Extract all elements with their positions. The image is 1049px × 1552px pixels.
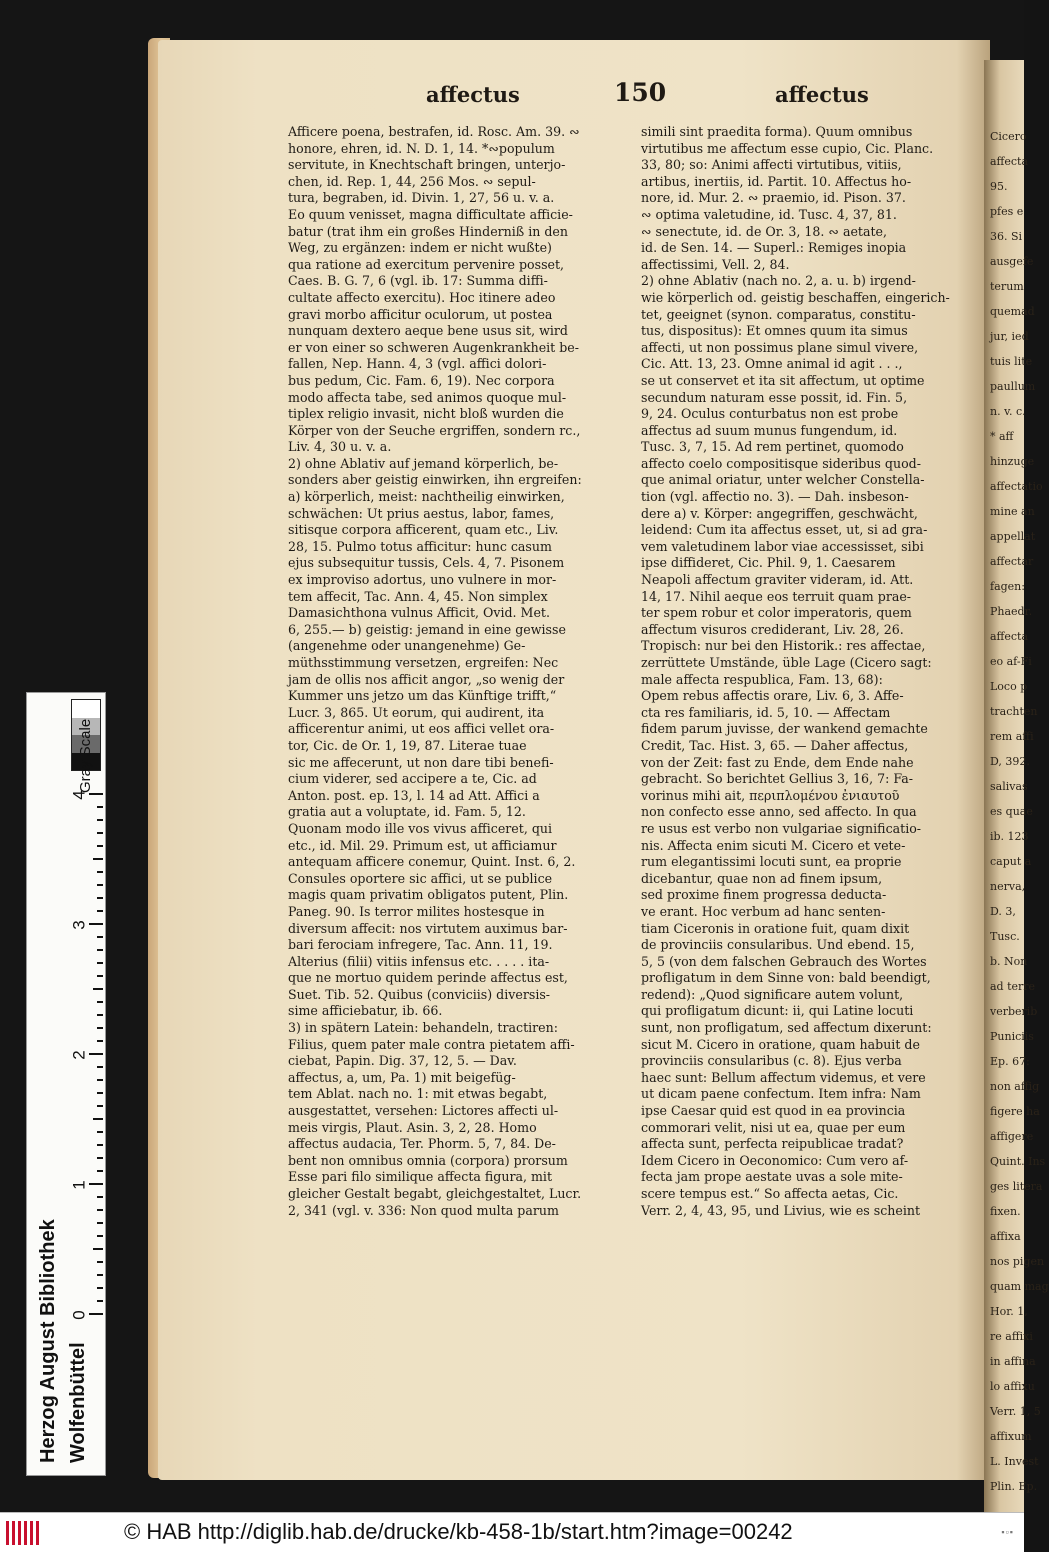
right-text-column [641,124,973,1219]
text-line: affectus audacia, Ter. Phorm. 5, 7, 84. De- [288,1136,556,1152]
institution-name: Herzog August Bibliothek [37,1219,59,1463]
text-line: redend): „Quod significare autem volunt, [641,986,904,1002]
text-line: Eo quum venisset, magna difficultate afficie- [288,206,573,222]
facing-page-text: Tusc. [990,930,1020,943]
text-line: tor, Cic. de Or. 1, 19, 87. Literae tuae [288,737,527,753]
facing-page-text: affigere [990,1130,1034,1143]
text-line: tus, dispositus): Et omnes quum ita simus [641,323,908,339]
text-line: provinciis consularibus (c. 8). Ejus verba [641,1053,902,1069]
ruler-tick [97,1209,103,1211]
facing-page-text: salivas [990,780,1028,793]
facing-page-text: paullum [990,380,1036,393]
ruler-tick [93,1248,103,1250]
text-line: er von einer so schweren Augenkrankheit be- [288,339,580,355]
text-line: virtutibus me affectum esse cupio, Cic. Planc. [641,140,934,156]
ruler-tick [97,1105,103,1107]
text-line: profligatum in dem Sinne von: bald beendigt, [641,970,931,986]
text-line: sunt, non profligatum, sed affectum dixerunt: [641,1020,932,1036]
text-line: Idem Cicero in Oeconomico: Cum vero af- [641,1152,909,1168]
facing-page-fragment [984,60,1049,1520]
ruler-tick [93,858,103,860]
ruler-number: 3 [69,920,89,930]
facing-page-text: Plin. Ep. [990,1480,1038,1493]
ruler-tick [97,1144,103,1146]
text-line: affecti, ut non possimus plane simul vivere, [641,339,919,355]
ruler-tick [97,819,103,821]
ruler-tick [89,793,103,795]
text-line: re usus est verbo non vulgariae significatio- [641,820,922,836]
text-line: 9, 24. Oculus conturbatus non est probe [641,406,899,422]
text-line: ipse diffideret, Cic. Phil. 9, 1. Caesarem [641,555,896,571]
ruler-tick [97,975,103,977]
text-line: Afficere poena, bestrafen, id. Rosc. Am. 39. ∾ [288,124,580,139]
text-line: simili sint praedita forma). Quum omnibus [641,124,913,139]
facing-page-text: Hor. 1, [990,1305,1028,1318]
text-line: sitisque corpora afficerent, quam etc., Liv. [288,522,559,538]
ruler-tick [93,1118,103,1120]
text-line: ut dicam paene confectum. Item infra: Nam [641,1086,921,1102]
facing-page-text: trachten [990,705,1038,718]
text-line: tet, geeignet (synon. comparatus, constitu- [641,306,916,322]
facing-page-text: non affig [990,1080,1040,1093]
text-line: diversum affecit: nos virtutem auximus bar- [288,920,568,936]
facing-page-text: Cicero [990,130,1027,143]
facing-page-text: quam mag [990,1280,1049,1293]
ruler-tick [97,1157,103,1159]
text-line: gebracht. So berichtet Gellius 3, 16, 7: Fa- [641,771,913,787]
text-line: etc., id. Mil. 29. Primum est, ut afficiamur [288,837,557,853]
ruler-tick [97,1014,103,1016]
text-line: que animal oriatur, unter welcher Constella- [641,472,925,488]
ruler-tick [97,1287,103,1289]
text-line: bus pedum, Cic. Fam. 6, 19). Nec corpora [288,372,555,388]
text-line: Cic. Att. 13, 23. Omne animal id agit . . ., [641,356,903,372]
ruler-tick [97,949,103,951]
text-line: 2, 341 (vgl. v. 336: Non quod multa parum [288,1202,559,1218]
text-line: rum elegantissimi locuti sunt, ea proprie [641,854,902,870]
text-line: Suet. Tib. 52. Quibus (conviciis) diversis- [288,986,551,1002]
facing-page-text: nerva, [990,880,1026,893]
ruler-tick [89,923,103,925]
ruler-tick [97,1001,103,1003]
text-line: qui profligatum dicunt: ii, qui Latine locuti [641,1003,914,1019]
text-line: tion (vgl. affectio no. 3). — Dah. insbeson- [641,489,909,505]
logo-stripe [36,1521,39,1545]
text-line: sonders aber geistig einwirken, ihn ergreifen: [288,472,582,488]
text-line: vem valetudinem labor viae accessisset, sibi [641,538,924,554]
facing-page-text: ausgefe [990,255,1034,268]
text-line: ex improviso adortus, uno vulnere in mor- [288,572,557,588]
text-line: nis. Affecta enim sicuti M. Cicero et vete- [641,837,906,853]
text-line: modo affecta tabe, sed animos quoque mul- [288,389,567,405]
ruler-tick [97,845,103,847]
text-line: ∾ senectute, id. de Or. 3, 18. ∾ aetate, [641,223,888,239]
logo-stripe [12,1521,15,1545]
ruler-number: 0 [69,1310,89,1320]
ruler-tick [97,806,103,808]
facing-page-text: rem affi [990,730,1034,743]
facing-page-text: b. Non [990,955,1028,968]
text-line: bent non omnibus omnia (corpora) prorsum [288,1152,568,1168]
facing-page-text: hinzuge [990,455,1035,468]
ruler-tick [97,1079,103,1081]
text-line: afficerentur animi, ut eos affici vellet ora- [288,721,555,737]
text-line: 28, 15. Pulmo totus afficitur: hunc casum [288,538,552,554]
text-line: haec sunt: Bellum affectum videmus, et vere [641,1069,926,1085]
facing-page-text: Phaedr. [990,605,1033,618]
text-line: von der Zeit: fast zu Ende, dem Ende nahe [641,754,914,770]
copyright-label: © HAB [124,1519,198,1544]
ruler-tick [97,1235,103,1237]
text-line: nore, id. Mur. 2. ∾ praemio, id. Pison. 37. [641,190,906,206]
facing-page-text: n. v. c. [990,405,1026,418]
facing-page-text: affecta [990,155,1029,168]
ruler-tick [89,1053,103,1055]
ruler-tick [97,871,103,873]
text-line: cultate affecto exercitu). Hoc itinere adeo [288,289,556,305]
text-line: nunquam dextero aeque bene usus sit, wird [288,323,568,339]
ruler-tick [97,1170,103,1172]
ruler-tick [89,1313,103,1315]
facing-page-text: Verr. 1, 5 [990,1405,1041,1418]
text-line: meis virgis, Plaut. Asin. 3, 2, 28. Homo [288,1119,537,1135]
facing-page-text: tuis lite [990,355,1033,368]
text-line: Esse pari filo similique affecta figura, mit [288,1169,553,1185]
text-line: ejus subsequitur tussis, Cels. 4, 7. Pisonem [288,555,565,571]
text-line: a) körperlich, meist: nachtheilig einwirken, [288,489,565,505]
text-line: Consules oportere sic affici, ut se publice [288,870,553,886]
facing-page-text: quemad [990,305,1035,318]
ruler-tick [97,884,103,886]
text-line: ∾ optima valetudine, id. Tusc. 4, 37, 81. [641,206,897,222]
ruler-tick [97,832,103,834]
facing-page-text: affixum [990,1430,1032,1443]
text-line: zerrüttete Umstände, üble Lage (Cicero sagt: [641,655,932,670]
running-head-left: affectus [426,82,520,107]
text-line: batur (trat ihm ein großes Hinderniß in den [288,223,568,239]
text-line: 6, 255.— b) geistig: jemand in eine gewisse [288,621,566,637]
text-line: gratia aut a voluptate, id. Fam. 5, 12. [288,804,526,820]
facing-page-text: 95. [990,180,1008,193]
text-line: müthsstimmung versetzen, ergreifen: Nec [288,655,559,670]
text-line: commorari velit, nisi ut ea, quae per eum [641,1119,906,1135]
text-line: dicebantur, quae non ad finem ipsum, [641,870,883,886]
text-line: honore, ehren, id. N. D. 1, 14. *∾populum [288,140,555,156]
text-line: Weg, zu ergänzen: indem er nicht wußte) [288,240,552,256]
text-line: se ut conservet et ita sit affectum, ut optime [641,372,925,388]
footer-mark: ▪▫▪ [1001,1527,1014,1537]
facing-page-text: appellat [990,530,1036,543]
text-line: que ne mortuo quidem perinde affectus est, [288,970,568,986]
facing-page-text: fixen. [990,1205,1021,1218]
hab-logo-icon [6,1521,42,1545]
facing-page-text: affecta [990,630,1029,643]
text-line: id. de Sen. 14. — Superl.: Remiges inopia [641,240,907,256]
facing-page-text: 36. Si [990,230,1023,243]
text-line: fallen, Nep. Hann. 4, 3 (vgl. affici dolori- [288,356,547,372]
gray-swatch-block [72,700,100,718]
text-line: dere a) v. Körper: angegriffen, geschwächt, [641,505,918,521]
left-text-column [288,124,632,1219]
text-line: male affecta respublica, Fam. 13, 68): [641,671,883,687]
text-line: affectum visuros crediderant, Liv. 28, 26. [641,621,904,637]
text-line: sic me affecerunt, ut non dare tibi benefi- [288,754,554,770]
text-line: secundum naturam esse possit, id. Fin. 5, [641,389,908,405]
logo-stripe [18,1521,21,1545]
text-line: tiplex religio invasit, nicht bloß wurden die [288,406,564,422]
ruler-tick [89,1183,103,1185]
text-line: de provinciis consularibus. Und ebend. 15, [641,937,915,953]
facing-page-text: * aff [990,430,1014,443]
text-line: Kummer uns jetzo um das Künftige trifft,“ [288,688,557,704]
text-line: 14, 17. Nihil aeque eos terruit quam prae- [641,588,912,604]
text-line: Paneg. 90. Is terror milites hostesque in [288,903,545,919]
text-line: affectissimi, Vell. 2, 84. [641,256,790,272]
text-line: cta res familiaris, id. 5, 10. — Affectam [641,704,891,720]
ruler-tick [97,1040,103,1042]
text-line: (angenehme oder unangenehme) Ge- [288,638,526,654]
institution-city: Wolfenbüttel [67,1342,89,1463]
text-line: magis quam privatim obligatos putent, Plin. [288,887,569,903]
text-line: wie körperlich od. geistig beschaffen, eingerich- [641,289,950,305]
ruler-tick [97,1066,103,1068]
facing-page-text: Puniciis [990,1030,1034,1043]
text-line: vorinus mihi ait, περιπλομένου ἐνιαυτοῦ [641,787,900,803]
facing-page-text: pfes e [990,205,1024,218]
ruler-tick [97,1261,103,1263]
ruler-number: 1 [69,1180,89,1190]
text-line: Tusc. 3, 7, 15. Ad rem pertinet, quomodo [641,439,904,455]
facing-page-text: Loco p [990,680,1028,693]
facing-page-text: ges litera [990,1180,1043,1193]
facing-page-text: ad terre [990,980,1036,993]
facing-page-text: jur, ied [990,330,1029,343]
text-line: affecta sunt, perfecta reipublicae tradat? [641,1136,904,1152]
text-line: cium viderer, sed accipere a te, Cic. ad [288,771,537,787]
facing-page-text: L. Invest [990,1455,1039,1468]
text-line: jam de ollis nos afficit angor, „so wenig der [288,671,565,687]
ruler-tick [97,1300,103,1302]
ruler-tick [97,1092,103,1094]
text-line: ciebat, Papin. Dig. 37, 12, 5. — Dav. [288,1053,517,1069]
text-line: Opem rebus affectis orare, Liv. 6, 3. Affe- [641,688,904,704]
text-line: ve erant. Hoc verbum ad hanc senten- [641,903,886,919]
logo-stripe [6,1521,9,1545]
page-number: 150 [614,78,667,107]
text-line: 3) in spätern Latein: behandeln, tractiren: [288,1020,558,1036]
facing-page-text: terum [990,280,1024,293]
text-line: gleicher Gestalt begabt, gleichgestaltet, Lucr. [288,1186,582,1201]
text-line: non confecto esse anno, sed affecto. In qua [641,804,917,820]
facing-page-text: lo affixu [990,1380,1035,1393]
text-line: tem Ablat. nach no. 1: mit etwas begabt, [288,1086,548,1102]
text-line: sime afficiebatur, ib. 66. [288,1003,443,1019]
text-line: scere tempus est.“ So affecta aetas, Cic. [641,1186,899,1201]
text-line: Damasichthona vulnus Afficit, Ovid. Met. [288,605,550,621]
logo-stripe [30,1521,33,1545]
facing-page-text: D, 392. [990,755,1030,768]
text-line: affectus, a, um, Pa. 1) mit beigefüg- [288,1069,516,1085]
text-line: Alterius (filii) vitiis infensus etc. . . . . ita- [288,953,550,969]
ruler-tick [93,988,103,990]
color-scale-bar [26,692,106,1476]
facing-page-text: verberib [990,1005,1038,1018]
copyright-line [124,1519,793,1545]
text-line: qua ratione ad exercitum pervenire posset, [288,256,565,272]
ruler-tick [97,897,103,899]
ruler-number: 2 [69,1050,89,1060]
facing-page-text: caput a [990,855,1032,868]
facing-page-text: D. 3, [990,905,1016,918]
text-line: Neapoli affectum graviter videram, id. Att. [641,572,914,588]
facing-page-text: fagen: [990,580,1025,593]
text-line: 33, 80; so: Animi affecti virtutibus, vitiis, [641,157,902,173]
text-line: sed proxime finem progressa deducta- [641,887,887,903]
gray-scale-label: Gray Scale [77,718,94,793]
text-line: Tropisch: nur bei den Historik.: res affectae, [641,638,926,654]
facing-page-text: re affixi [990,1330,1033,1343]
text-line: Filius, quem pater male contra pietatem affi- [288,1036,575,1052]
text-line: sicut M. Cicero in oratione, quam habuit de [641,1036,920,1052]
text-line: Lucr. 3, 865. Ut eorum, qui audirent, ita [288,704,545,720]
text-line: Verr. 2, 4, 43, 95, und Livius, wie es scheint [641,1202,921,1218]
text-line: antequam afficere conemur, Quint. Inst. 6, 2. [288,854,576,870]
text-line: tura, begraben, id. Divin. 1, 27, 56 u. v. a. [288,190,555,206]
text-line: bari ferociam infregere, Tac. Ann. 11, 19. [288,937,553,953]
facing-page-text: figere ha [990,1105,1040,1118]
ruler-tick [97,936,103,938]
text-line: schwächen: Ut prius aestus, labor, fames, [288,505,555,521]
text-line: Anton. post. ep. 13, l. 14 ad Att. Affici a [288,787,540,803]
text-line: ausgestattet, versehen: Lictores affecti ul- [288,1103,559,1119]
text-line: ipse Caesar quid est quod in ea provincia [641,1103,906,1119]
ruler-tick [97,1222,103,1224]
text-line: Liv. 4, 30 u. v. a. [288,439,392,455]
facing-page-text: affixa [990,1230,1021,1243]
text-line: Caes. B. G. 7, 6 (vgl. ib. 17: Summa diffi- [288,273,548,289]
text-line: Körper von der Seuche ergriffen, sondern rc., [288,422,581,438]
facing-page-text: nos pigen [990,1255,1045,1268]
ruler-tick [97,962,103,964]
ruler-number: 4 [69,790,89,800]
text-line: artibus, inertiis, id. Partit. 10. Affectus ho- [641,173,912,189]
text-line: leidend: Cum ita affectus esset, ut, si ad gra- [641,522,928,538]
facing-page-text: affectar [990,555,1034,568]
facing-page-text: Quint. Ins [990,1155,1046,1168]
text-line: servitute, in Knechtschaft bringen, unterjo- [288,157,566,173]
text-line: Quonam modo ille vos vivus afficeret, qui [288,820,553,836]
ruler-tick [97,1131,103,1133]
ruler-tick [97,1196,103,1198]
running-head-right: affectus [775,82,869,107]
source-url-link[interactable]: http://diglib.hab.de/drucke/kb-458-1b/start.htm?image=00242 [197,1519,793,1544]
text-line: gravi morbo afficitur oculorum, ut postea [288,306,553,322]
ruler-tick [97,1027,103,1029]
text-line: fidem parum juvisse, der wankend gemachte [641,721,928,737]
text-line: Credit, Tac. Hist. 3, 65. — Daher affectus, [641,737,909,753]
facing-page-text: in affina [990,1355,1036,1368]
facing-page-text: Ep. 67: [990,1055,1030,1068]
text-line: 2) ohne Ablativ auf jemand körperlich, be- [288,455,559,471]
facing-page-text: affectatio [990,480,1043,493]
text-line: affecto coelo compositisque sideribus quod- [641,455,921,471]
footer-bar [0,1512,1024,1552]
text-line: affectus ad suum munus fungendum, id. [641,422,898,438]
logo-stripe [24,1521,27,1545]
facing-page-text: eo af-Fi [990,655,1032,668]
text-line: ter spem robur et color imperatoris, quem [641,605,912,621]
ruler-tick [97,1274,103,1276]
text-line: 5, 5 (von dem falschen Gebrauch des Wortes [641,953,927,969]
text-line: tiam Ciceronis in oratione fuit, quam dixit [641,920,910,936]
text-line: tem affecit, Tac. Ann. 4, 45. Non simplex [288,588,548,604]
facing-page-text: mine an [990,505,1035,518]
text-line: chen, id. Rep. 1, 44, 256 Mos. ∾ sepul- [288,173,536,189]
facing-page-text: ib. 123 [990,830,1029,843]
ruler-tick [97,910,103,912]
text-line: fecta jam prope aestate uvas a sole mite- [641,1169,903,1185]
facing-page-text: es quae [990,805,1033,818]
text-line: 2) ohne Ablativ (nach no. 2, a. u. b) irgend- [641,273,916,289]
